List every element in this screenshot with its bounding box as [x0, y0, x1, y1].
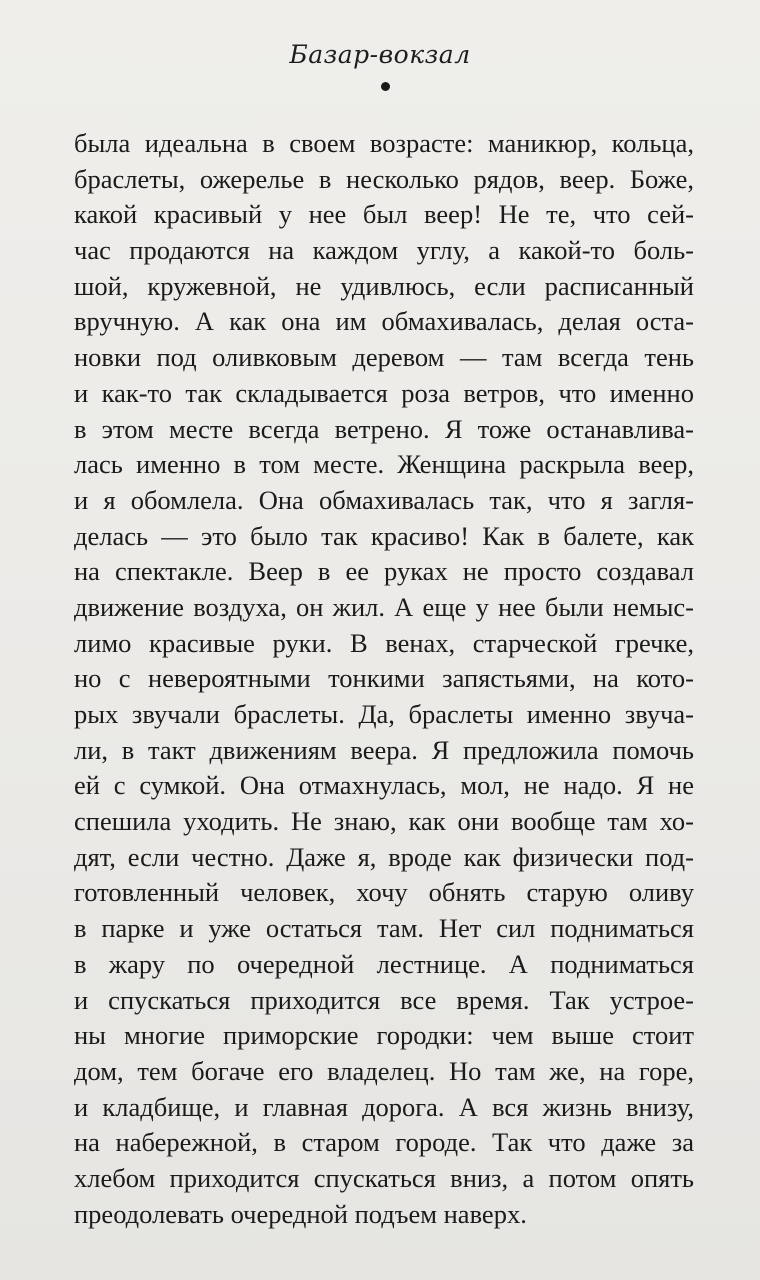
text-line: и я обомлела. Она обмахивалась так, что я загля-: [74, 484, 694, 515]
text-line: браслеты, ожерелье в несколько рядов, веер. Боже,: [74, 163, 694, 194]
text-line: лимо красивые руки. В венах, старческой гречке,: [74, 627, 694, 658]
ornament-dot-icon: [381, 82, 390, 91]
text-line: движение воздуха, он жил. А еще у нее были немыс-: [74, 591, 694, 622]
text-line: но с невероятными тонкими запястьями, на кото-: [74, 663, 694, 694]
text-line: в этом месте всегда ветрено. Я тоже останавлива-: [74, 413, 694, 444]
text-line: и кладбище, и главная дорога. А вся жизнь внизу,: [74, 1091, 694, 1122]
text-line: дом, тем богаче его владелец. Но там же, на горе,: [74, 1055, 694, 1086]
text-line: была идеальна в своем возрасте: маникюр, кольца,: [74, 128, 694, 158]
text-line: час продаются на каждом углу, а какой-то боль-: [74, 235, 694, 266]
text-line-last: преодолевать очередной подъем наверх.: [74, 1198, 527, 1229]
text-line: лась именно в том месте. Женщина раскрыла веер,: [74, 449, 694, 480]
text-line: вручную. А как она им обмахивалась, делая оста-: [74, 306, 694, 337]
text-line: спешила уходить. Не знаю, как они вообще там хо-: [74, 806, 694, 837]
text-line: на набережной, в старом городе. Так что даже за: [74, 1127, 694, 1158]
text-line: ей с сумкой. Она отмахнулась, мол, не надо. Я не: [74, 770, 694, 801]
text-line: и как-то так складывается роза ветров, что именно: [74, 377, 694, 408]
running-title: Базар-вокзал: [289, 40, 471, 69]
text-line: новки под оливковым деревом — там всегда тень: [74, 342, 694, 373]
text-line: хлебом приходится спускаться вниз, а потом опять: [74, 1162, 694, 1193]
text-line: на спектакле. Веер в ее руках не просто создавал: [74, 556, 694, 587]
text-line: какой красивый у нее был веер! Не те, что сей-: [74, 199, 694, 230]
text-line: в парке и уже остаться там. Нет сил подниматься: [74, 913, 694, 944]
text-line: ли, в такт движениям веера. Я предложила помочь: [74, 734, 694, 765]
text-line: ны многие приморские городки: чем выше стоит: [74, 1020, 694, 1051]
text-line: делась — это было так красиво! Как в балете, как: [74, 520, 694, 551]
text-line: и спускаться приходится все время. Так устрое-: [74, 984, 694, 1015]
text-line: готовленный человек, хочу обнять старую оливу: [74, 877, 694, 908]
text-line: рых звучали браслеты. Да, браслеты именно звуча-: [74, 699, 694, 729]
body-text: [74, 126, 694, 1232]
text-line: в жару по очередной лестнице. А подниматься: [74, 948, 694, 979]
text-line: дят, если честно. Даже я, вроде как физически под-: [74, 841, 694, 872]
text-line: шой, кружевной, не удивлюсь, если расписанный: [74, 270, 694, 301]
